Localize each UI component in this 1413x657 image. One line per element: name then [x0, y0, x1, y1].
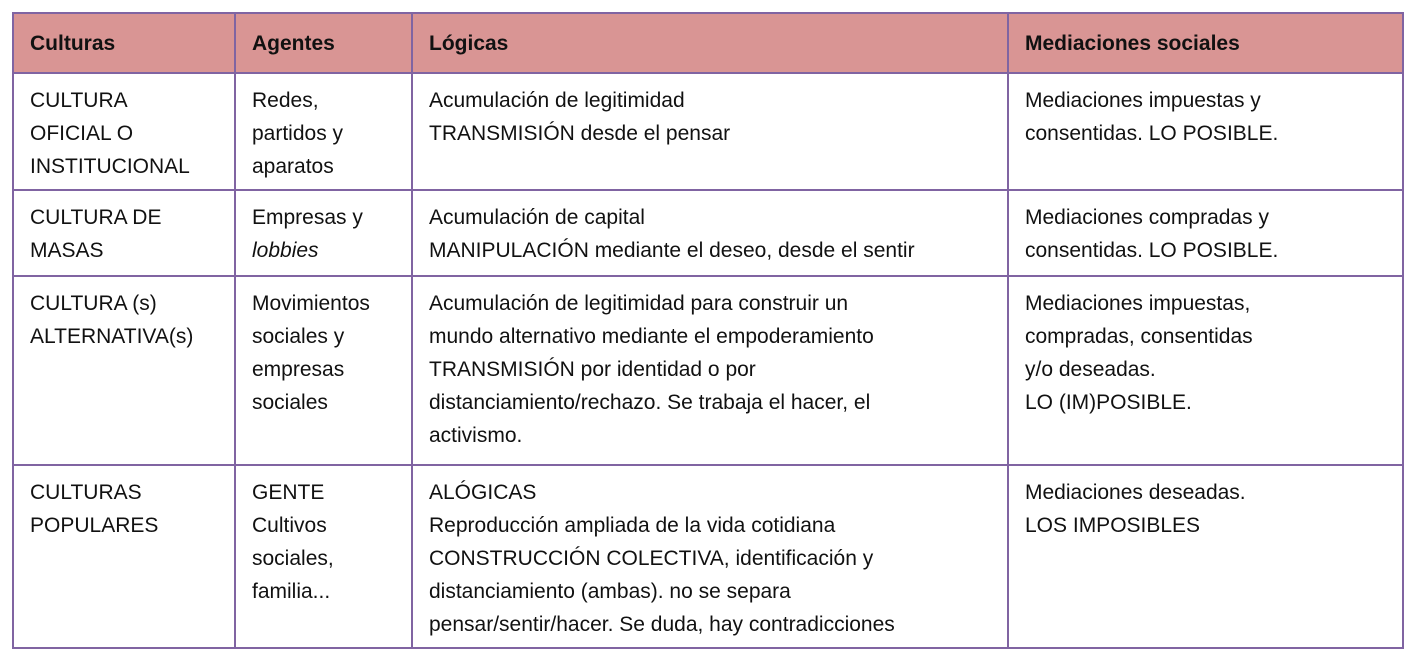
- cell-line: pensar/sentir/hacer. Se duda, hay contradicciones: [429, 613, 895, 636]
- cell-line: MANIPULACIÓN mediante el deseo, desde el sentir: [429, 239, 915, 262]
- cell-line: TRANSMISIÓN desde el pensar: [429, 122, 731, 145]
- cell-line: CULTURA DE: [30, 206, 162, 229]
- cell-line: partidos y: [252, 122, 344, 145]
- cell-line: Cultivos: [252, 514, 327, 537]
- cell-line: Mediaciones compradas y: [1025, 206, 1269, 229]
- cell-logicas: [412, 73, 1008, 190]
- cell-mediaciones: [1008, 73, 1403, 190]
- cell-line: LO (IM)POSIBLE.: [1025, 391, 1192, 414]
- cell-line: LOS IMPOSIBLES: [1025, 514, 1201, 537]
- cell-line: CULTURA (s): [30, 292, 157, 315]
- cell-line: INSTITUCIONAL: [30, 155, 190, 178]
- cell-agentes: [235, 465, 412, 648]
- cell-line: mundo alternativo mediante el empoderamiento: [429, 325, 874, 348]
- cell-cultura: [13, 73, 235, 190]
- cell-line: POPULARES: [30, 514, 159, 537]
- cell-line: lobbies: [252, 239, 319, 262]
- cell-line: distanciamiento (ambas). no se separa: [429, 580, 791, 603]
- cell-line: Movimientos: [252, 292, 370, 315]
- cell-line: Mediaciones impuestas,: [1025, 292, 1251, 315]
- cell-line: CULTURA: [30, 89, 128, 112]
- cell-line: CULTURAS: [30, 481, 142, 504]
- cell-line: MASAS: [30, 239, 104, 262]
- cell-agentes: [235, 190, 412, 276]
- cell-line: consentidas. LO POSIBLE.: [1025, 122, 1279, 145]
- cell-mediaciones: [1008, 276, 1403, 465]
- cell-line: Redes,: [252, 89, 319, 112]
- cell-agentes: [235, 276, 412, 465]
- cell-cultura: [13, 190, 235, 276]
- cell-line: sociales: [252, 391, 328, 414]
- table-row: [13, 465, 1403, 648]
- cell-line: Reproducción ampliada de la vida cotidiana: [429, 514, 836, 537]
- cell-line: Acumulación de legitimidad: [429, 89, 685, 112]
- table-row: [13, 73, 1403, 190]
- cell-line: Mediaciones impuestas y: [1025, 89, 1261, 112]
- cell-line: OFICIAL O: [30, 122, 134, 145]
- cell-line: sociales y: [252, 325, 345, 348]
- header-logicas: Lógicas: [412, 13, 1008, 73]
- cell-logicas: [412, 465, 1008, 648]
- cell-mediaciones: [1008, 465, 1403, 648]
- cell-line: activismo.: [429, 424, 523, 447]
- cell-agentes: [235, 73, 412, 190]
- cell-logicas: [412, 276, 1008, 465]
- cell-line: Acumulación de capital: [429, 206, 645, 229]
- cell-logicas: [412, 190, 1008, 276]
- cell-line: compradas, consentidas: [1025, 325, 1253, 348]
- cell-line: ALÓGICAS: [429, 481, 537, 504]
- cell-line: distanciamiento/rechazo. Se trabaja el hacer, el: [429, 391, 871, 414]
- header-agentes: Agentes: [235, 13, 412, 73]
- cell-line: Mediaciones deseadas.: [1025, 481, 1246, 504]
- cell-line: consentidas. LO POSIBLE.: [1025, 239, 1279, 262]
- cell-mediaciones: [1008, 190, 1403, 276]
- cell-cultura: [13, 465, 235, 648]
- cell-line: empresas: [252, 358, 345, 381]
- cell-line: familia...: [252, 580, 331, 603]
- header-mediaciones: Mediaciones sociales: [1008, 13, 1403, 73]
- header-row: [13, 13, 1403, 73]
- cell-line: TRANSMISIÓN por identidad o por: [429, 358, 756, 381]
- table-row: [13, 276, 1403, 465]
- cell-cultura: [13, 276, 235, 465]
- cell-line: y/o deseadas.: [1025, 358, 1156, 381]
- cell-line: Empresas y: [252, 206, 363, 229]
- header-culturas: Culturas: [13, 13, 235, 73]
- table-row: [13, 190, 1403, 276]
- cultures-table: [12, 12, 1404, 649]
- cell-line: aparatos: [252, 155, 334, 178]
- cell-line: GENTE: [252, 481, 325, 504]
- cell-line: ALTERNATIVA(s): [30, 325, 194, 348]
- cell-line: CONSTRUCCIÓN COLECTIVA, identificación y: [429, 547, 874, 570]
- cell-line: sociales,: [252, 547, 334, 570]
- cell-line: Acumulación de legitimidad para construir un: [429, 292, 849, 315]
